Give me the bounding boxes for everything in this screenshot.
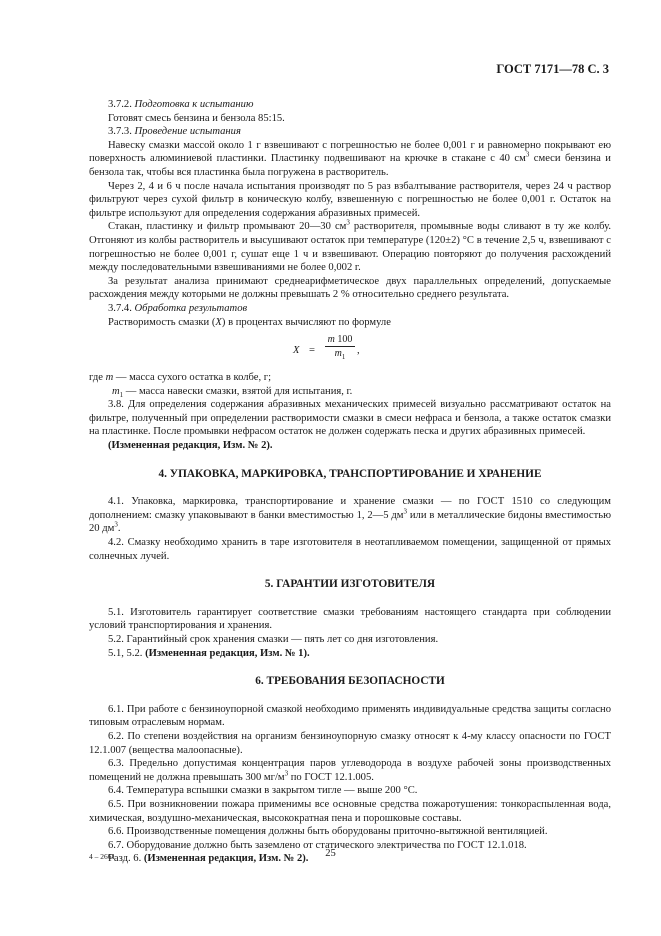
formula-legend-2: $m_1$ — масса навески смазки, взятой для испытания, г. [112,385,353,399]
solubility-formula: X = $\frac{m 100}{m_1}$ , [293,334,360,362]
subsection-3-7-3: 3.7.3. Проведение испытания [108,126,241,138]
paragraph: Растворимость смазки (X) в процентах вычисляют по формуле [108,316,391,328]
subsection-3-7-2: 3.7.2. Подготовка к испытанию [108,99,254,110]
paragraph-6-6: 6.6. Производственные помещения должны быть оборудованы приточно-вытяжной вентиляцией. [108,826,548,838]
section-5-heading: 5. ГАРАНТИИ ИЗГОТОВИТЕЛЯ [264,578,436,591]
formula-lhs: X [293,345,300,357]
paragraph: Через 2, 4 и 6 ч после начала испытания производят по 5 раз взбалтывание растворителя, через 24 ч раствор фильтруют через сухой фильтр в коническую колбу, взвешенную с погрешностью не более 0,001 г. Остаток на фильтре используют для определения содержания абразивных примесей. [89,180,611,219]
edit-note: Разд. 6. (Измененная редакция, Изм. № 2). [108,853,309,865]
edit-note: 5.1, 5.2. (Измененная редакция, Изм. № 1). [108,647,310,659]
paragraph-3-8: 3.8. Для определения содержания абразивных механических примесей визуально рассматривают остаток на фильтре, полученный при определении растворимости смазки в смеси нефраса и бензола, а также остаток смазки на пластинке. После промывки нефрасом остаток не должен содержать песка и других абразивных примесей. [89,399,611,438]
subsection-title: Обработка результатов [134,302,248,314]
paragraph-6-2: 6.2. По степени воздействия на организм бензиноупорную смазку относят к 4-му классу опасности по ГОСТ 12.1.007 (вещества малоопасные). [89,730,611,756]
document-body [89,98,611,866]
print-code: 4 – 2661 [89,852,116,861]
paragraph-4-2: 4.2. Смазку необходимо хранить в таре изготовителя в неотапливаемом помещении, защищенной от прямых солнечных лучей. [89,537,611,562]
paragraph-6-7: 6.7. Оборудование должно быть заземлено от статического электричества по ГОСТ 12.1.018. [108,839,527,851]
paragraph-4-1: 4.1. Упаковка, маркировка, транспортирование и хранение смазки — по ГОСТ 1510 со следующим дополнением: смазку упаковывают в банки вместимостью 1, 2—5 $дм^3$ или в металлические бидоны вместимостью 20 $дм^3$. [89,496,611,535]
formula-fraction [325,334,355,360]
page-number: 25 [325,848,336,859]
formula-denominator: $m_1$ [334,348,346,362]
edit-note: (Измененная редакция, Изм. № 2). [108,440,273,452]
paragraph-5-2: 5.2. Гарантийный срок хранения смазки — пять лет со дня изготовления. [108,634,439,645]
paragraph-6-1: 6.1. При работе с бензиноупорной смазкой необходимо применять индивидуальные средства защиты согласно типовым отраслевым нормам. [89,703,611,729]
subsection-title: Подготовка к испытанию [134,99,254,110]
section-4-heading: 4. УПАКОВКА, МАРКИРОВКА, ТРАНСПОРТИРОВАНИЕ И ХРАНЕНИЕ [158,467,542,480]
formula-equals: = [309,345,315,357]
paragraph: Готовят смесь бензина и бензола 85:15. [108,112,285,124]
section-6-heading: 6. ТРЕБОВАНИЯ БЕЗОПАСНОСТИ [255,675,445,688]
paragraph-6-5: 6.5. При возникновении пожара применимы все основные средства пожаротушения: тонкораспыленная вода, химическая, воздушно-механическая, высокократная пена и порошковые составы. [89,798,611,824]
paragraph: Навеску смазки массой около 1 г взвешивают с погрешностью не более 0,001 г и равномерно покрывают ею поверхность алюминиевой пластинки. Пластинку подвешивают на крючке в стакане с 40 $см^3$ смеси бензина и бензола так, чтобы вся пластинка была погружена в растворитель. [89,139,611,178]
paragraph: Стакан, пластинку и фильтр промывают 20—30 $см^3$ растворителя, промывные воды сливают в ту же колбу. Отгоняют из колбы растворитель и высушивают остаток при температуре (120±2) °С в течение 2,5 ч, взвешивают с погрешностью не более 0,001 г, сушат еще 1 ч и взвешивают. Операцию повторяют до получения расхождений между последовательными взвешиваниями не более 0,002 г. [89,218,612,274]
formula-legend-1: где m — масса сухого остатка в колбе, г; [89,372,272,384]
paragraph-5-1: 5.1. Изготовитель гарантирует соответствие смазки требованиям настоящего стандарта при соблюдении условий транспортирования и хранения. [89,606,611,632]
subsection-title: Проведение испытания [134,126,241,138]
page-header: ГОСТ 7171—78 С. 3 [496,62,609,76]
paragraph-6-4: 6.4. Температура вспышки смазки в закрытом тигле — выше 200 °С. [108,785,418,797]
formula-numerator: m 100 [325,334,355,347]
subsection-3-7-4: 3.7.4. Обработка результатов [108,302,248,314]
paragraph: За результат анализа принимают среднеарифметическое двух параллельных определений, допускаемые расхождения между которыми не должны превышать 2 % относительно среднего результата. [89,275,611,301]
paragraph-6-3: 6.3. Предельно допустимая концентрация паров углеводорода в воздухе рабочей зоны производственных помещений не должна превышать 300 $мг/м^3$ по ГОСТ 12.1.005. [89,758,611,783]
